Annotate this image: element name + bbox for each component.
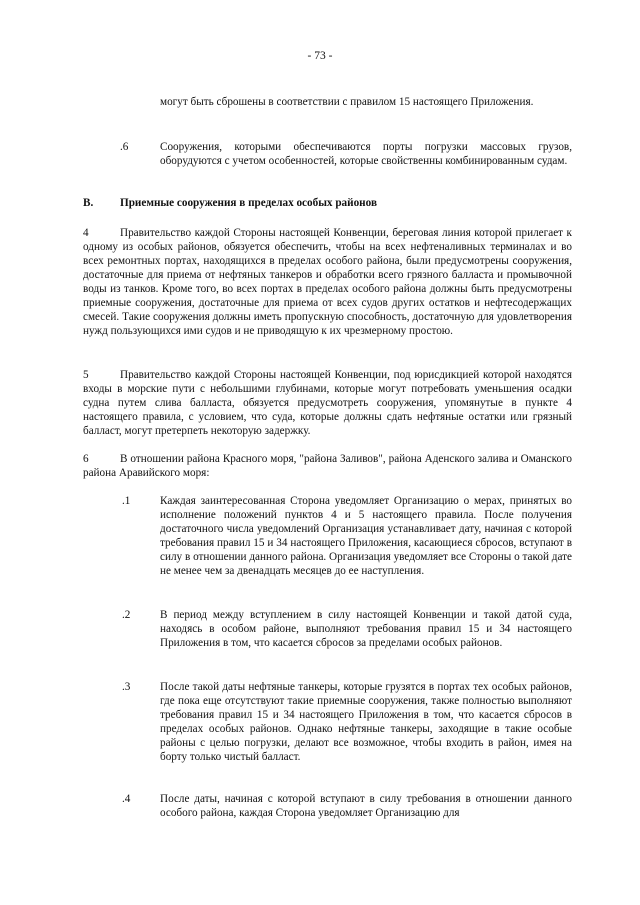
para-4-text: Правительство каждой Стороны настоящей Конвенции, береговая линия которой прилегает к одному из особых районов, обязуется обеспечить, чтобы на всех нефтеналивных терминалах и во всех ремонтных портах, находящихся в пределах особого района, были предусмотрены сооружения, достаточные для приема от нефтяных танкеров и обработки всего грязного балласта и промывочной воды из танков. Кроме того, во всех портах в пределах особого района должны быть предусмотрены приемные сооружения, достаточные для приема от всех судов других остатков и нефтесодержащих смесей. Такие сооружения должны иметь пропускную способность, достаточную для удовлетворения нужд пользующихся ими судов и не приводящую к их чрезмерному простою. [83,227,572,337]
item-6-text: Сооружения, которыми обеспечиваются порты погрузки массовых грузов, оборудуются с учетом особенностей, которые свойственны комбинированным судам. [160,141,572,167]
item-6-number: .6 [120,141,129,153]
sub-1-number: .1 [122,495,131,507]
sub-2-number: .2 [122,609,131,621]
sub-1-text: Каждая заинтересованная Сторона уведомляет Организацию о мерах, принятых во исполнение положений пунктов 4 и 5 настоящего правила. После получения достаточного числа уведомлений Организация устанавливает дату, начиная с которой требования правил 15 и 34 настоящего Приложения, касающиеся сбросов, вступают в силу в отношении данного района. Организация уведомляет все Стороны о такой дате не менее чем за двенадцать месяцев до ее наступления. [160,495,572,577]
para-4-number: 4 [83,227,89,239]
sub-3-text: После такой даты нефтяные танкеры, которые грузятся в портах тех особых районов, где пока еще отсутствуют такие приемные сооружения, также полностью выполняют требования правил 15 и 34 настоящего Приложения в том, что касается сбросов в пределах особых районов. Однако нефтяные танкеры, заходящие в такие особые районы с целью погрузки, делают все возможное, чтобы входить в район, имея на борту только чистый балласт. [160,681,572,763]
page-number: - 73 - [307,50,333,62]
sub-4-number: .4 [122,793,131,805]
para-5-text: Правительство каждой Стороны настоящей Конвенции, под юрисдикцией которой находятся входы в морские пути с небольшими глубинами, которые могут потребовать уменьшения осадки судна путем слива балласта, обязуется предусмотреть сооружения, упомянутые в пункте 4 настоящего правила, с условием, что суда, которые должны сдать нефтяные остатки или грязный балласт, могут претерпеть некоторую задержку. [83,369,572,437]
para-6-text: В отношении района Красного моря, "района Заливов", района Аденского залива и Оманского района Аравийского моря: [83,453,572,479]
section-b-title: Приемные сооружения в пределах особых районов [120,197,377,209]
sub-4-text: После даты, начиная с которой вступают в силу требования в отношении данного особого района, каждая Сторона уведомляет Организацию для [160,793,572,819]
sub-2-text: В период между вступлением в силу настоящей Конвенции и такой датой суда, находясь в особом районе, выполняют требования правил 15 и 34 настоящего Приложения в том, что касается сбросов за пределами особых районов. [160,609,572,649]
section-b-letter: B. [83,197,94,209]
sub-3-number: .3 [122,681,131,693]
para-6-number: 6 [83,453,89,465]
para-5-number: 5 [83,369,89,381]
intro-continuation: могут быть сброшены в соответствии с правилом 15 настоящего Приложения. [160,96,534,108]
